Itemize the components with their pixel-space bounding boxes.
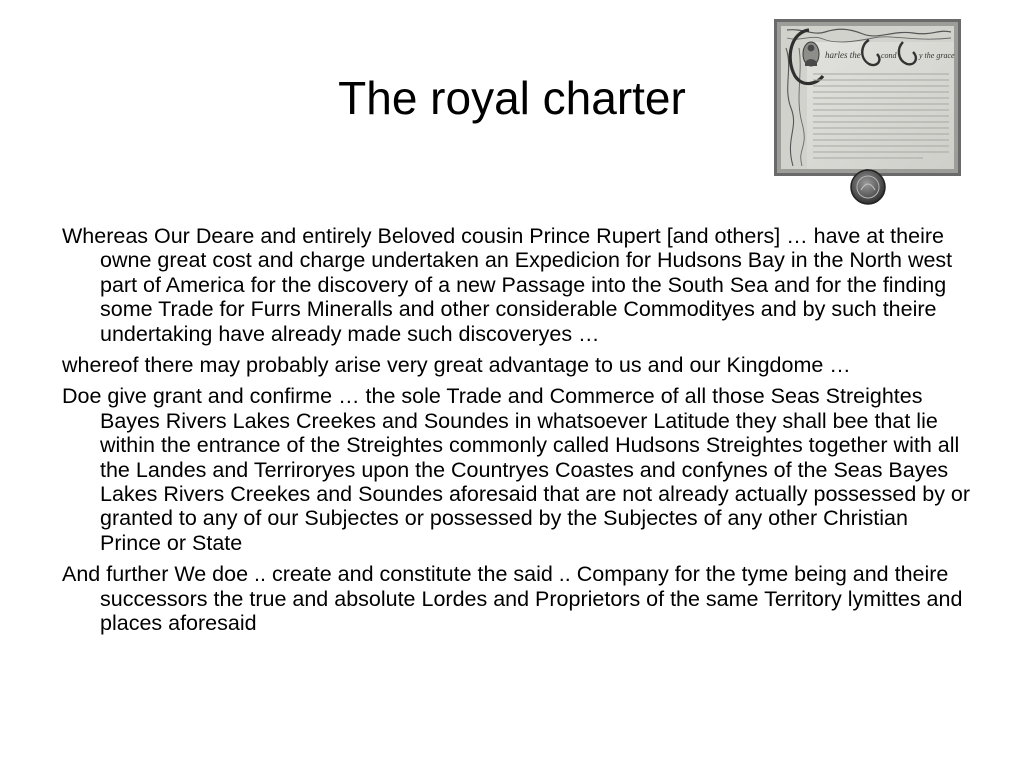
charter-document-image xyxy=(773,18,962,205)
charter-paragraph: Doe give grant and confirme … the sole Trade and Commerce of all those Seas Streightes Bayes Rivers Lakes Creekes and Soundes in whatsoever Latitude they shall bee that lie within the entrance of the Streightes commonly called Hudsons Streightes together with all the Landes and Terriroryes upon the Countryes Coastes and confynes of the Seas Bayes Lakes Rivers Creekes and Soundes aforesaid that are not already actually possessed by or granted to any of our Subjectes or possessed by the Subjectes of any other Christian Prince or State xyxy=(62,384,971,555)
charter-paragraph: Whereas Our Deare and entirely Beloved cousin Prince Rupert [and others] … have at theire owne great cost and charge undertaken an Expedicion for Hudsons Bay in the North west part of America for the discovery of a new Passage into the South Sea and for the finding some Trade for Furrs Mineralls and other considerable Commodityes and by such theire undertaking have already made such discoveryes … xyxy=(62,224,953,346)
svg-text:cond: cond xyxy=(881,51,897,60)
charter-quotation-list xyxy=(62,224,974,643)
svg-text:y the grace: y the grace xyxy=(919,51,955,60)
charter-paragraph: And further We doe .. create and constitute the said .. Company for the tyme being and theire successors the true and absolute Lordes and Proprietors of the same Territory lymittes and places aforesaid xyxy=(62,562,963,636)
charter-paragraph: whereof there may probably arise very great advantage to us and our Kingdome … xyxy=(62,353,851,378)
slide-title: The royal charter xyxy=(338,72,686,124)
charter-heading-script: harles the xyxy=(825,50,861,60)
